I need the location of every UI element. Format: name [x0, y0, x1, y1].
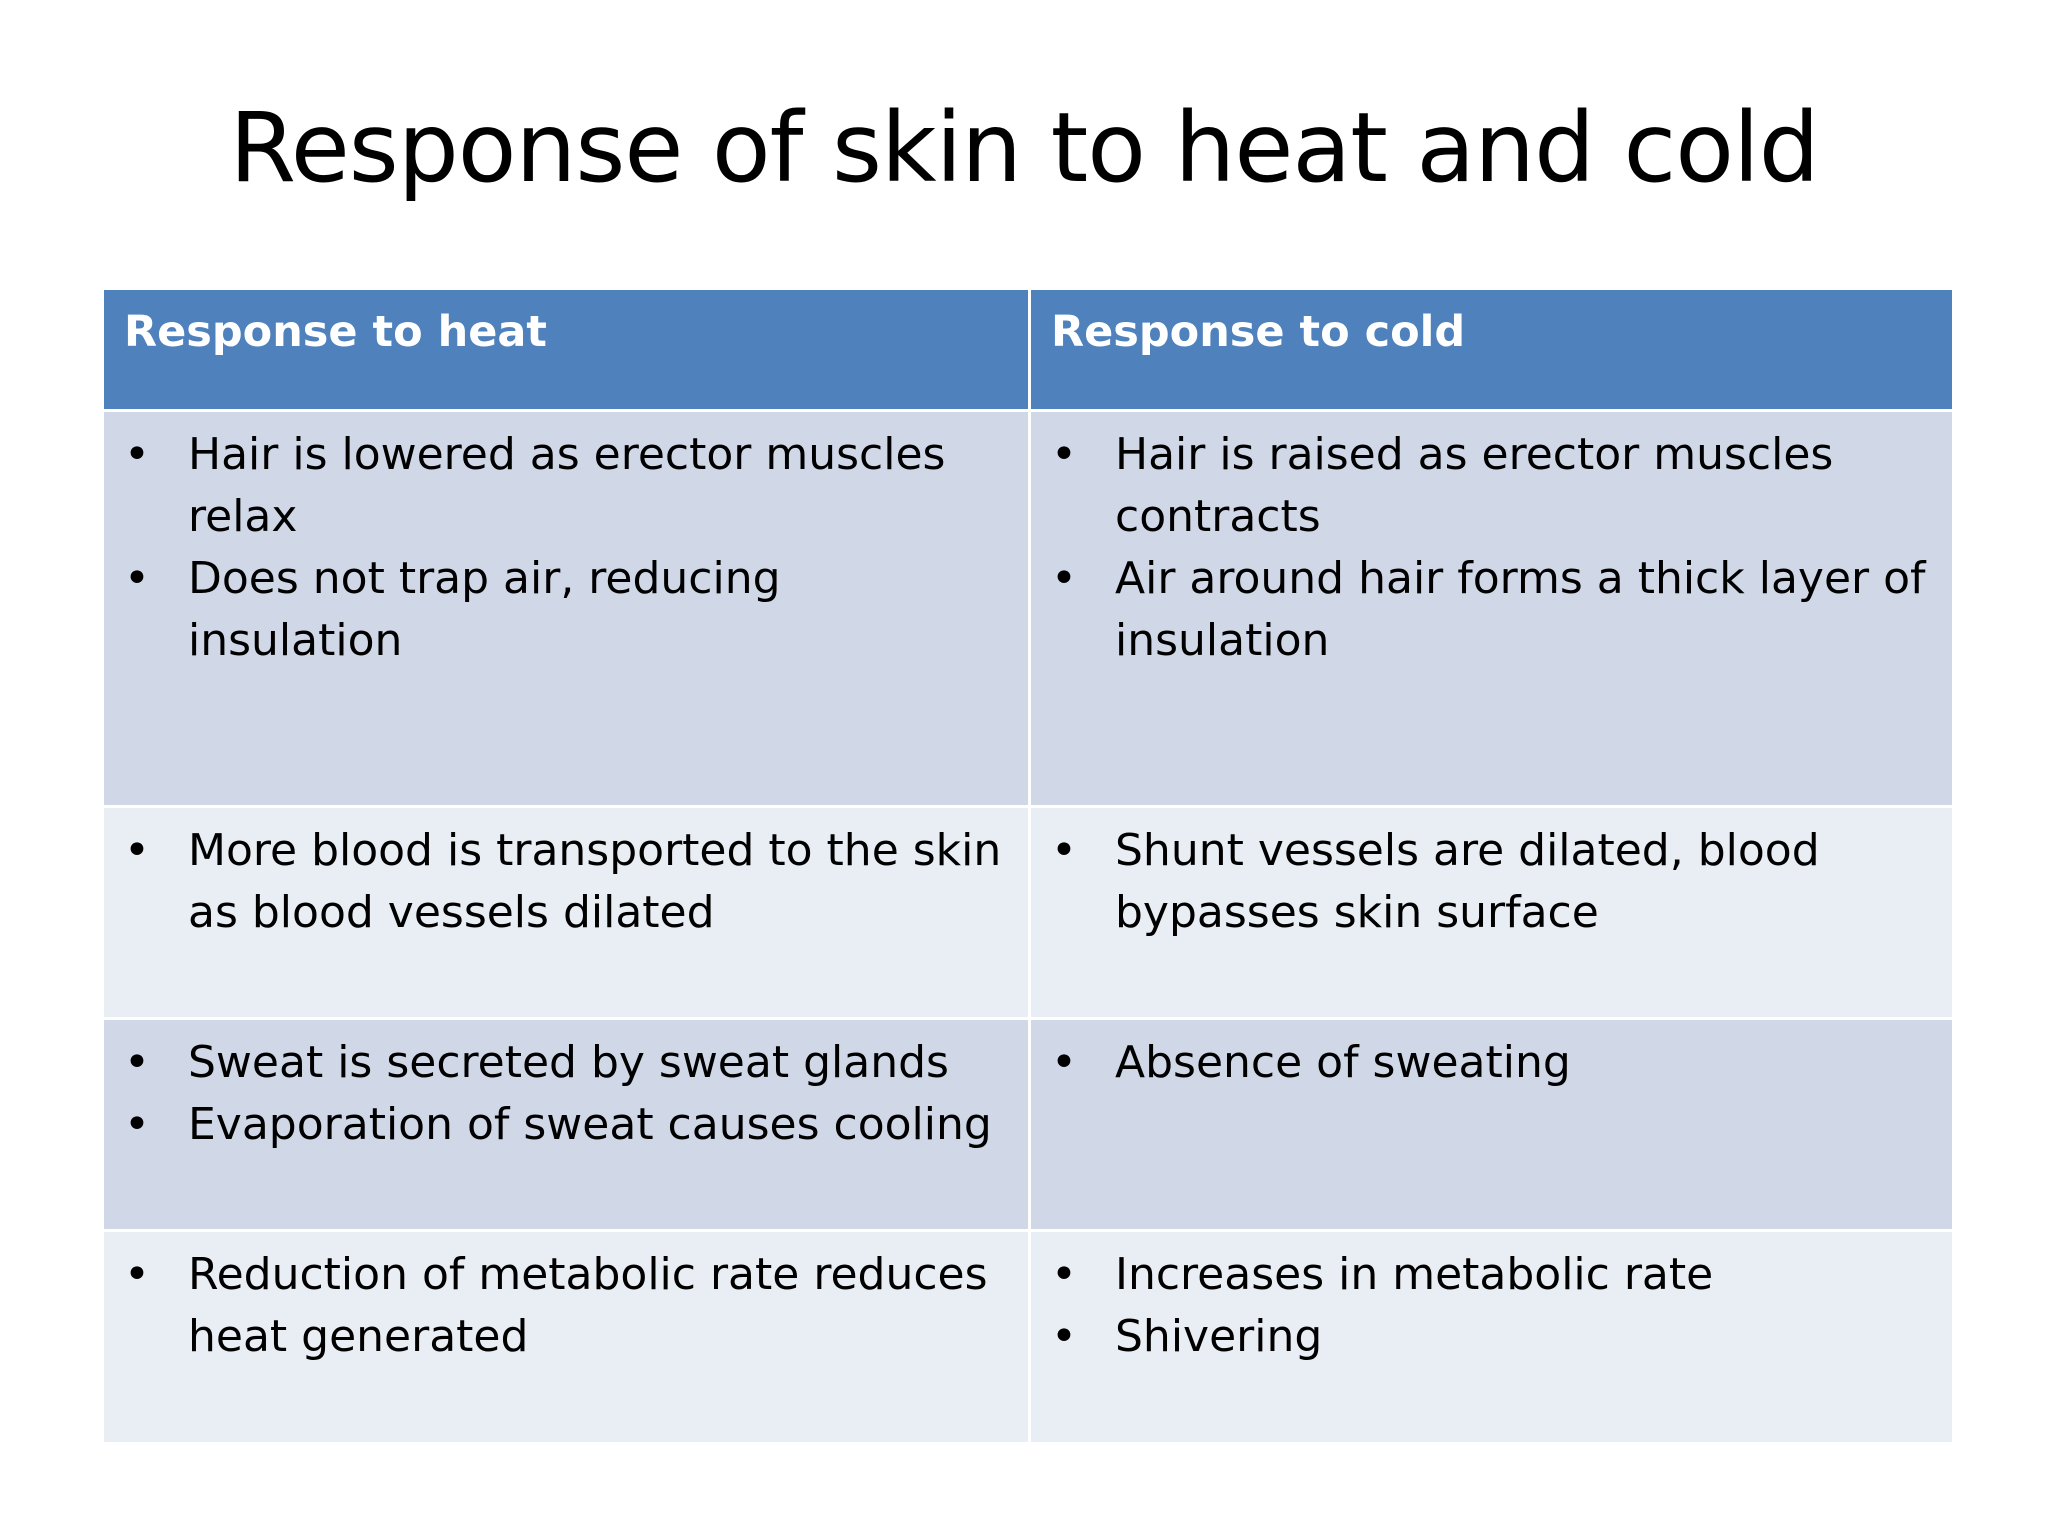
list-item	[1051, 1244, 1932, 1306]
bullet-icon: •	[1051, 1249, 1077, 1300]
bullet-list	[1051, 1244, 1932, 1368]
cold-cell	[1028, 1232, 1952, 1442]
bullet-list	[124, 820, 1008, 944]
cold-cell	[1028, 412, 1952, 805]
list-item-text: More blood is transported to the skin as blood vessels dilated	[188, 825, 1002, 938]
bullet-icon: •	[124, 429, 150, 480]
bullet-icon: •	[124, 825, 150, 876]
table-row	[104, 412, 1952, 808]
bullet-list	[124, 1244, 1008, 1368]
header-response-to-heat: Response to heat	[104, 290, 1028, 409]
heat-cell	[104, 808, 1028, 1017]
list-item	[124, 424, 1008, 548]
list-item	[1051, 1032, 1932, 1094]
list-item-text: Evaporation of sweat causes cooling	[188, 1099, 992, 1150]
bullet-icon: •	[124, 1037, 150, 1088]
bullet-list	[1051, 820, 1932, 944]
list-item-text: Hair is raised as erector muscles contracts	[1115, 429, 1834, 542]
list-item-text: Hair is lowered as erector muscles relax	[188, 429, 946, 542]
table-row	[104, 808, 1952, 1020]
table-header-row	[104, 290, 1952, 412]
bullet-icon: •	[124, 1099, 150, 1150]
list-item-text: Shivering	[1115, 1311, 1323, 1362]
bullet-icon: •	[124, 553, 150, 604]
header-response-to-cold: Response to cold	[1028, 290, 1952, 409]
list-item	[124, 1244, 1008, 1368]
heat-cell	[104, 412, 1028, 805]
list-item-text: Reduction of metabolic rate reduces heat generated	[188, 1249, 988, 1362]
bullet-list	[124, 1032, 1008, 1156]
bullet-icon: •	[1051, 553, 1077, 604]
slide-title: Response of skin to heat and cold	[229, 92, 1819, 204]
bullet-icon: •	[1051, 1311, 1077, 1362]
list-item-text: Shunt vessels are dilated, blood bypasses skin surface	[1115, 825, 1820, 938]
list-item	[1051, 424, 1932, 548]
bullet-icon: •	[124, 1249, 150, 1300]
list-item	[124, 1032, 1008, 1094]
list-item	[1051, 1306, 1932, 1368]
list-item	[1051, 548, 1932, 672]
list-item-text: Sweat is secreted by sweat glands	[188, 1037, 949, 1088]
bullet-icon: •	[1051, 1037, 1077, 1088]
cold-cell	[1028, 1020, 1952, 1229]
list-item-text: Increases in metabolic rate	[1115, 1249, 1714, 1300]
comparison-table	[104, 290, 1952, 1442]
list-item-text: Air around hair forms a thick layer of insulation	[1115, 553, 1926, 666]
list-item-text: Absence of sweating	[1115, 1037, 1571, 1088]
bullet-list	[1051, 424, 1932, 672]
bullet-icon: •	[1051, 429, 1077, 480]
bullet-list	[1051, 1032, 1932, 1094]
list-item	[1051, 820, 1932, 944]
table-row	[104, 1020, 1952, 1232]
bullet-icon: •	[1051, 825, 1077, 876]
cold-cell	[1028, 808, 1952, 1017]
heat-cell	[104, 1232, 1028, 1442]
table-row	[104, 1232, 1952, 1442]
heat-cell	[104, 1020, 1028, 1229]
list-item-text: Does not trap air, reducing insulation	[188, 553, 781, 666]
list-item	[124, 1094, 1008, 1156]
bullet-list	[124, 424, 1008, 672]
list-item	[124, 548, 1008, 672]
list-item	[124, 820, 1008, 944]
